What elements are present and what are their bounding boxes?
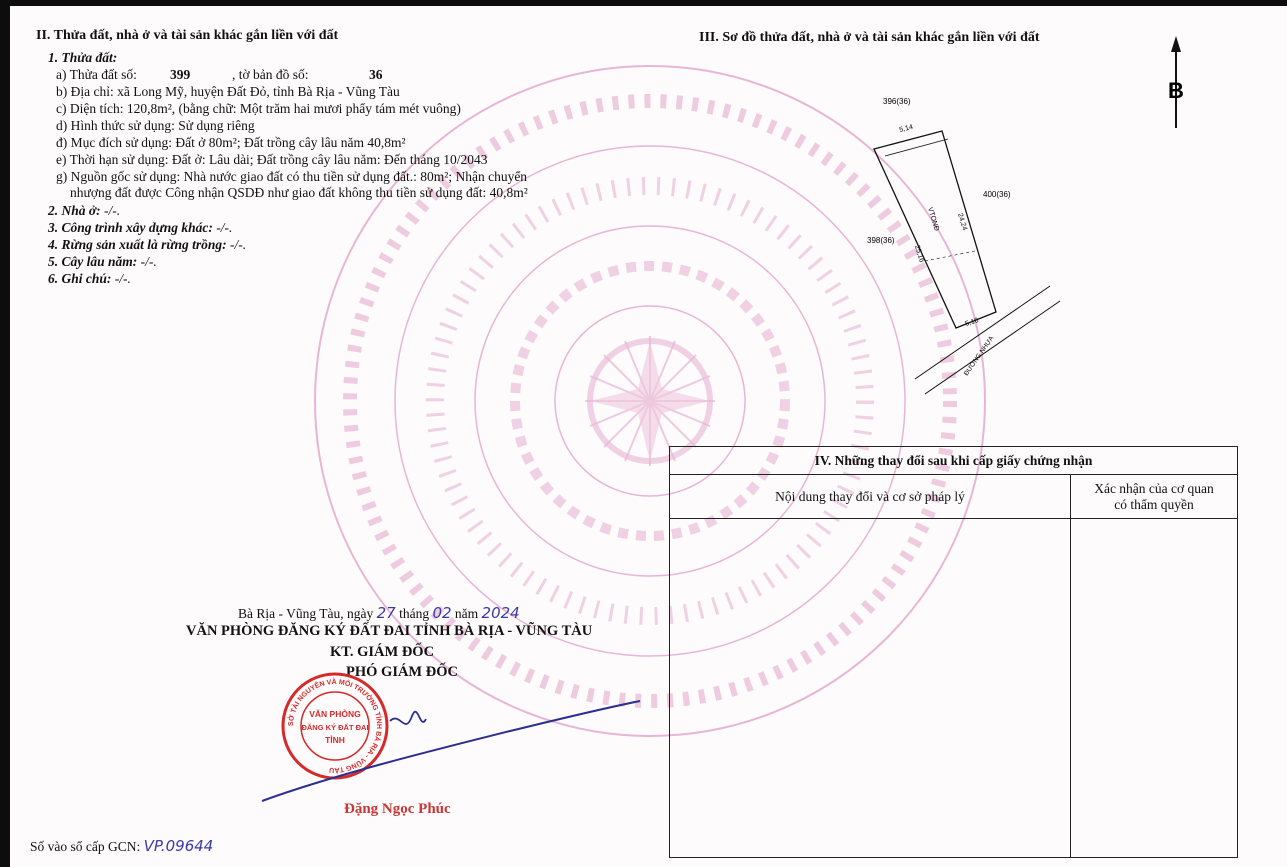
road-label: ĐƯỜNG NHỰA xyxy=(962,334,996,378)
handwritten-signature xyxy=(250,691,650,811)
place-date xyxy=(238,604,520,622)
usage-origin-line2: nhượng đất được Công nhận QSDĐ như giao đất không thu tiền sử dụng đất: 40,8m² xyxy=(70,185,528,200)
section-iv-title: IV. Những thay đổi sau khi cấp giấy chứng nhận xyxy=(670,447,1237,475)
column-header-confirmation xyxy=(1071,475,1237,519)
section-ii-title: II. Thửa đất, nhà ở và tài sản khác gắn liền với đất xyxy=(36,28,339,43)
column-header-content: Nội dung thay đổi và cơ sở pháp lý xyxy=(670,475,1071,519)
year-label: năm xyxy=(454,606,479,621)
parcel-use-label: VTONĐ xyxy=(926,206,940,232)
deputy-director-title: PHÓ GIÁM ĐỐC xyxy=(346,664,458,680)
address: b) Địa chỉ: xã Long Mỹ, huyện Đất Đỏ, tỉnh Bà Rịa - Vũng Tàu xyxy=(56,84,400,99)
registry-label: Số vào sổ cấp GCN: xyxy=(30,839,141,854)
parcel-heading: 1. Thửa đất: xyxy=(48,50,118,65)
parcel-number: 399 xyxy=(170,67,191,82)
notes-label: 6. Ghi chú: xyxy=(48,271,112,286)
usage-purpose: đ) Mục đích sử dụng: Đất ở 80m²; Đất trồng cây lâu năm 40,8m² xyxy=(56,135,406,150)
house-label: 2. Nhà ở: xyxy=(48,203,101,218)
issuing-office: VĂN PHÒNG ĐĂNG KÝ ĐẤT ĐAI TỈNH BÀ RỊA - VŨNG TÀU xyxy=(186,623,593,639)
construction-label: 3. Công trình xây dựng khác: xyxy=(48,220,213,235)
date-year: 2024 xyxy=(481,604,520,622)
place-date-prefix: Bà Rịa - Vũng Tàu, ngày xyxy=(238,606,374,621)
neighbor-label-396: 396(36) xyxy=(883,97,911,106)
registry-row xyxy=(30,837,213,855)
dimension-left: 25,16 xyxy=(913,244,925,264)
registry-number: VP.09644 xyxy=(143,837,214,855)
dimension-top: 5,14 xyxy=(898,123,914,134)
svg-text:VĂN PHÒNG: VĂN PHÒNG xyxy=(309,709,361,719)
parcel-number-label: a) Thửa đất số: xyxy=(56,67,137,82)
column-header-confirmation-line1: Xác nhận của cơ quan xyxy=(1094,481,1214,496)
notes-value: -/-. xyxy=(114,271,131,286)
certificate-page xyxy=(10,6,1287,867)
parcel-inner-line xyxy=(885,139,948,156)
dimension-right: 24,24 xyxy=(956,212,968,232)
section-iii-title: III. Sơ đồ thửa đất, nhà ở và tài sản khác gắn liền với đất xyxy=(699,30,1040,45)
perennial-value: -/-. xyxy=(140,254,157,269)
road-edge-bottom xyxy=(925,301,1060,394)
svg-text:ĐĂNG KÝ ĐẤT ĐAI: ĐĂNG KÝ ĐẤT ĐAI xyxy=(301,723,369,732)
house-value: -/-. xyxy=(104,203,121,218)
north-arrow-icon xyxy=(1168,36,1184,128)
construction-value: -/-. xyxy=(216,220,233,235)
north-label: B xyxy=(1168,78,1184,103)
land-use-divider xyxy=(925,251,975,261)
column-header-confirmation-line2: có thẩm quyền xyxy=(1114,497,1194,512)
forest-label: 4. Rừng sản xuất là rừng trồng: xyxy=(48,237,227,252)
usage-form: d) Hình thức sử dụng: Sử dụng riêng xyxy=(56,118,255,133)
road-edge-top xyxy=(915,286,1050,379)
perennial-label: 5. Cây lâu năm: xyxy=(48,254,138,269)
signer-name: Đặng Ngọc Phúc xyxy=(344,801,451,817)
neighbor-label-398: 398(36) xyxy=(867,236,895,245)
parcel-sketch xyxy=(10,6,1287,446)
date-month: 02 xyxy=(432,604,452,622)
map-sheet-label: , tờ bản đồ số: xyxy=(232,67,309,82)
usage-origin-line1: g) Nguồn gốc sử dụng: Nhà nước giao đất có thu tiền sử dụng đất.: 80m²; Nhận chuyển xyxy=(56,169,528,184)
neighbor-label-400: 400(36) xyxy=(983,190,1011,199)
forest-value: -/-. xyxy=(229,237,247,252)
area: c) Diện tích: 120,8m², (bằng chữ: Một trăm hai mươi phẩy tám mét vuông) xyxy=(56,101,461,116)
usage-term: e) Thời hạn sử dụng: Đất ở: Lâu dài; Đất trồng cây lâu năm: Đến tháng 10/2043 xyxy=(56,152,488,167)
dimension-bottom: 5,10 xyxy=(964,317,980,328)
changes-table xyxy=(669,446,1238,858)
on-behalf-of-director: KT. GIÁM ĐỐC xyxy=(330,644,435,660)
map-sheet-number: 36 xyxy=(369,67,383,82)
svg-text:TỈNH: TỈNH xyxy=(325,735,345,745)
column-divider xyxy=(1070,519,1071,857)
month-label: tháng xyxy=(399,606,430,621)
date-day: 27 xyxy=(376,604,396,622)
svg-text:SỞ TÀI NGUYÊN VÀ MÔI TRƯỜNG TỈ: SỞ TÀI NGUYÊN VÀ MÔI TRƯỜNG TỈNH BÀ RỊA - VŨNG TÀU xyxy=(287,678,383,774)
